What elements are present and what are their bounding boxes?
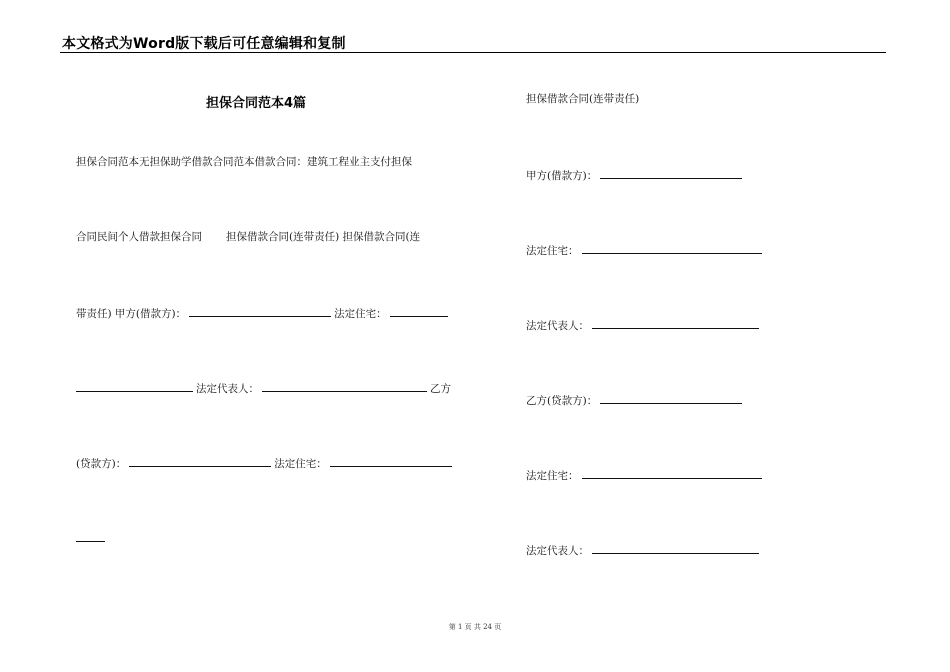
right-lender-residence-label: 法定住宅：	[526, 470, 579, 482]
intro-text-1: 担保合同范本无担保助学借款合同范本借款合同：建筑工程业主支付担保	[76, 156, 412, 168]
right-lender-legal-rep-blank[interactable]	[592, 542, 759, 554]
right-field-borrower	[526, 167, 745, 183]
page-number: 第 1 页 共 24 页	[448, 623, 502, 631]
right-heading	[526, 92, 639, 106]
borrower-blank[interactable]	[189, 305, 331, 317]
intro-text-2a: 合同民间个人借款担保合同	[76, 231, 202, 243]
document-title: 担保合同范本4篇	[206, 96, 307, 111]
right-field-residence	[526, 242, 765, 258]
right-field-lender-residence	[526, 467, 765, 483]
lender-label-start: 乙方	[430, 383, 451, 395]
intro-text-2b: 担保借款合同(连带责任) 担保借款合同(连	[226, 231, 421, 243]
lender-residence-label: 法定住宅：	[274, 458, 327, 470]
form-line-5	[76, 455, 455, 471]
right-lender-label: 乙方(贷款方)：	[526, 395, 598, 407]
right-legal-rep-label: 法定代表人：	[526, 320, 589, 332]
form-line-6	[76, 530, 108, 546]
right-residence-blank[interactable]	[582, 242, 762, 254]
right-lender-residence-blank[interactable]	[582, 467, 762, 479]
residence-blank-cont[interactable]	[76, 380, 193, 392]
form-line-4	[76, 380, 451, 396]
header-rule	[60, 52, 886, 53]
lender-blank[interactable]	[129, 455, 271, 467]
right-heading-text: 担保借款合同(连带责任)	[526, 93, 640, 105]
page-header: 本文格式为Word版下载后可任意编辑和复制	[62, 36, 346, 52]
right-field-lender-legal-rep	[526, 542, 762, 558]
right-lender-legal-rep-label: 法定代表人：	[526, 545, 589, 557]
lender-label: (贷款方)：	[76, 458, 127, 470]
legal-rep-blank[interactable]	[262, 380, 427, 392]
right-borrower-label: 甲方(借款方)：	[526, 170, 598, 182]
borrower-label: 带责任) 甲方(借款方)：	[76, 308, 187, 320]
right-field-lender	[526, 392, 745, 408]
residence-label: 法定住宅：	[334, 308, 387, 320]
right-field-legal-rep	[526, 317, 762, 333]
right-lender-blank[interactable]	[600, 392, 742, 404]
right-residence-label: 法定住宅：	[526, 245, 579, 257]
form-line-3	[76, 305, 451, 321]
intro-line-2	[76, 230, 420, 244]
lender-residence-blank[interactable]	[330, 455, 452, 467]
legal-rep-label: 法定代表人：	[196, 383, 259, 395]
residence-blank[interactable]	[390, 305, 448, 317]
right-legal-rep-blank[interactable]	[592, 317, 759, 329]
intro-line-1	[76, 155, 412, 169]
right-borrower-blank[interactable]	[600, 167, 742, 179]
lender-residence-blank-cont[interactable]	[76, 530, 105, 542]
